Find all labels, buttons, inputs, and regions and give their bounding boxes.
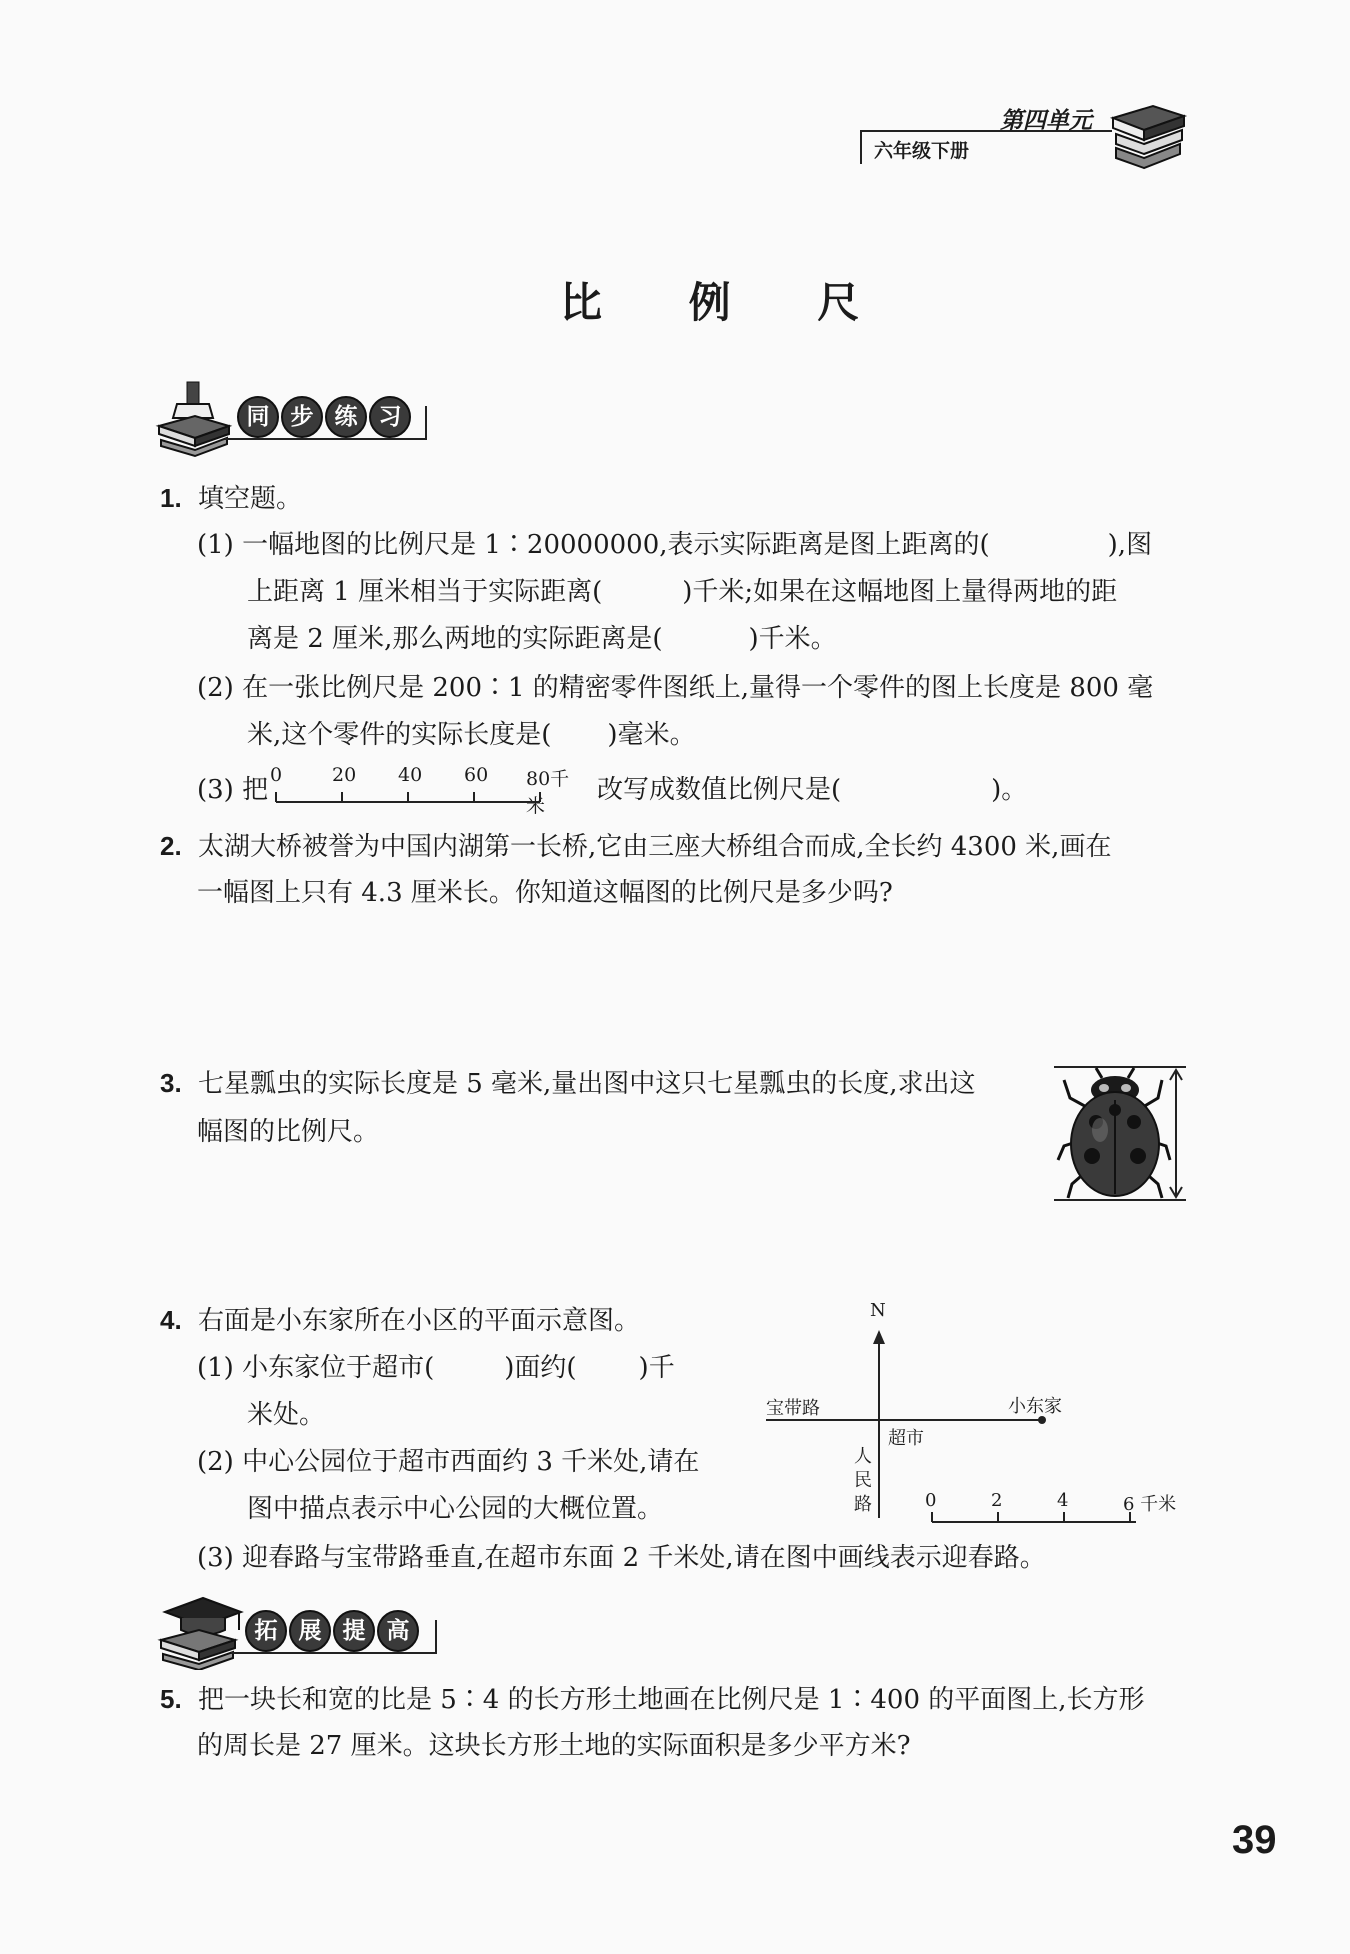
text-run: ),图 — [1107, 530, 1153, 560]
section-badge-extension — [155, 1590, 445, 1670]
text-run: )千米;如果在这幅地图上量得两地的距 — [682, 577, 1118, 607]
map-scale-label: 2 — [991, 1490, 1003, 1511]
q1-part2-line1: (2) 在一张比例尺是 200∶1 的精密零件图纸上,量得一个零件的图上长度是 800 毫 — [197, 673, 1154, 703]
q1-part3-prefix: (3) 把 — [197, 775, 269, 805]
badge-char: 高 — [377, 1610, 419, 1652]
home-label: 小东家 — [1008, 1396, 1062, 1417]
text-run: (1) 小东家位于超市( — [197, 1353, 435, 1383]
question-1 — [160, 481, 302, 516]
text-run: )千 — [638, 1353, 675, 1383]
q1-part1-line1 — [197, 528, 1152, 562]
page-number: 39 — [1232, 1818, 1277, 1862]
page-title: 比 例 尺 — [560, 278, 896, 327]
scale-tick-label: 40 — [398, 764, 423, 786]
road-renmin-label: 民 — [854, 1470, 872, 1491]
map-scale-label: 4 — [1057, 1490, 1069, 1511]
badge-char: 练 — [325, 396, 367, 438]
question-text: 七星瓢虫的实际长度是 5 毫米,量出图中这只七星瓢虫的长度,求出这 — [197, 1069, 976, 1099]
q1-part2-line2 — [247, 718, 696, 752]
scale-bar — [268, 788, 568, 808]
question-3-line2: 幅图的比例尺。 — [197, 1117, 380, 1147]
question-5-line2: 的周长是 27 厘米。这块长方形土地的实际面积是多少平方米? — [197, 1731, 911, 1761]
page-header — [860, 98, 1190, 173]
q4-part2-line1: (2) 中心公园位于超市西面约 3 千米处,请在 — [197, 1447, 700, 1477]
road-renmin-label: 人 — [854, 1446, 872, 1467]
text-run: )。 — [991, 775, 1028, 805]
grade-label: 六年级下册 — [874, 141, 970, 162]
q1-part1-line3 — [247, 622, 837, 656]
question-5 — [160, 1682, 1145, 1717]
question-text: 右面是小东家所在小区的平面示意图。 — [197, 1306, 640, 1336]
q4-part1-line2: 米处。 — [247, 1400, 326, 1430]
text-run: (1) 一幅地图的比例尺是 1∶20000000,表示实际距离是图上距离的( — [197, 530, 990, 560]
books-icon — [1108, 98, 1188, 170]
badge-char: 展 — [289, 1610, 331, 1652]
ladybug-figure — [1052, 1060, 1192, 1210]
badge-char: 步 — [281, 396, 323, 438]
map-scale-label: 6 千米 — [1123, 1494, 1177, 1515]
badge-char: 提 — [333, 1610, 375, 1652]
text-run: 上距离 1 厘米相当于实际距离( — [247, 577, 603, 607]
unit-label: 第四单元 — [1000, 107, 1092, 133]
scale-tick-label: 60 — [464, 764, 489, 786]
q1-part1-line2 — [247, 575, 1117, 609]
market-label: 超市 — [888, 1428, 924, 1449]
question-number: 2. — [160, 831, 182, 861]
section-badge-sync-practice — [155, 378, 435, 458]
scale-tick-label: 20 — [332, 764, 357, 786]
text-run: )毫米。 — [607, 720, 696, 750]
question-2 — [160, 829, 1111, 864]
scale-tick-label: 0 — [270, 764, 283, 786]
question-number: 1. — [160, 483, 182, 513]
badge-char: 习 — [369, 396, 411, 438]
q4-part3: (3) 迎春路与宝带路垂直,在超市东面 2 千米处,请在图中画线表示迎春路。 — [197, 1543, 1046, 1573]
question-number: 5. — [160, 1684, 182, 1714]
q1-part3-suffix — [597, 773, 1027, 807]
line-scale — [268, 764, 588, 817]
north-label: N — [870, 1300, 886, 1321]
text-run: 改写成数值比例尺是( — [597, 775, 842, 805]
question-number: 3. — [160, 1068, 182, 1098]
q4-part2-line2: 图中描点表示中心公园的大概位置。 — [247, 1494, 664, 1524]
text-run: )面约( — [504, 1353, 577, 1383]
q4-part1-line1 — [197, 1351, 675, 1385]
question-text: 填空题。 — [197, 484, 302, 514]
badge-char: 同 — [237, 396, 279, 438]
map-scale-label: 0 — [925, 1490, 937, 1511]
question-2-line2: 一幅图上只有 4.3 厘米长。你知道这幅图的比例尺是多少吗? — [197, 878, 893, 908]
question-number: 4. — [160, 1305, 182, 1335]
text-run: )千米。 — [748, 624, 837, 654]
question-4 — [160, 1303, 640, 1338]
road-baodai-label: 宝带路 — [766, 1398, 820, 1419]
lamp-books-icon — [155, 378, 235, 458]
text-run: 米,这个零件的实际长度是( — [247, 720, 552, 750]
question-text: 把一块长和宽的比是 5∶4 的长方形土地画在比例尺是 1∶400 的平面图上,长方形 — [197, 1685, 1145, 1715]
scale-tick-label: 80千米 — [526, 768, 570, 817]
question-3 — [160, 1066, 976, 1101]
badge-char: 拓 — [245, 1610, 287, 1652]
question-text: 太湖大桥被誉为中国内湖第一长桥,它由三座大桥组合而成,全长约 4300 米,画在 — [197, 832, 1112, 862]
road-renmin-label: 路 — [854, 1494, 872, 1515]
community-map[interactable] — [760, 1300, 1200, 1530]
text-run: 离是 2 厘米,那么两地的实际距离是( — [247, 624, 663, 654]
